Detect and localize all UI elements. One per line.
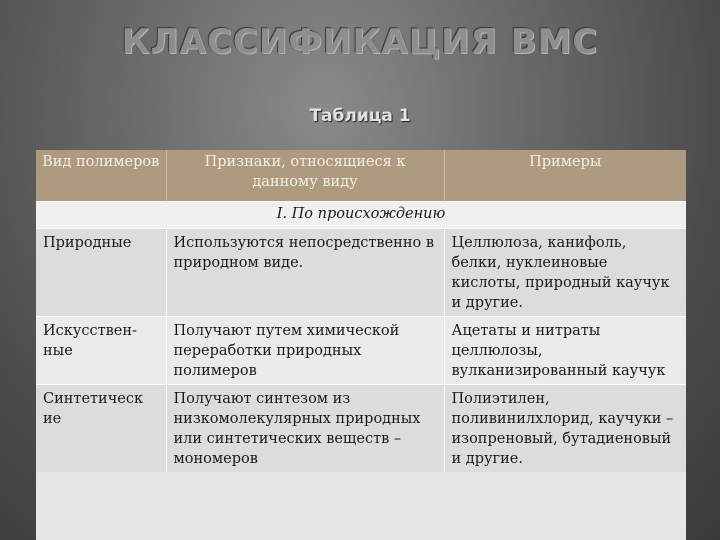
- header-examples: Примеры: [444, 150, 686, 202]
- cell-examples: Полиэтилен, поливинилхлорид, каучуки – изопреновый, бутадиеновый и другие.: [444, 385, 686, 473]
- table-row: [36, 229, 686, 317]
- cell-features: Получают путем химической переработки природных полимеров: [166, 317, 444, 385]
- cell-polymer-type: Синтетическ ие: [36, 385, 166, 473]
- table-row: [36, 385, 686, 473]
- cell-examples: Ацетаты и нитраты целлюлозы, вулканизированный каучук: [444, 317, 686, 385]
- cell-polymer-type: Искусственные: [36, 317, 166, 385]
- cell-polymer-type: Природные: [36, 229, 166, 317]
- cell-features: Используются непосредственно в природном виде.: [166, 229, 444, 317]
- cell-features: Получают синтезом из низкомолекулярных природных или синтетических веществ – мономеров: [166, 385, 444, 473]
- table-row: [36, 317, 686, 385]
- cell-examples: Целлюлоза, канифоль, белки, нуклеиновые кислоты, природный каучук и другие.: [444, 229, 686, 317]
- section-title: I. По происхождению: [36, 202, 686, 229]
- classification-table-container: [36, 150, 686, 540]
- slide-title: КЛАССИФИКАЦИЯ ВМС: [121, 22, 599, 62]
- classification-table: [36, 150, 686, 472]
- header-features: Признаки, относящиеся к данному виду: [166, 150, 444, 202]
- table-header-row: [36, 150, 686, 202]
- table-caption: Таблица 1: [309, 106, 411, 126]
- header-polymer-type: Вид полимеров: [36, 150, 166, 202]
- section-row: [36, 202, 686, 229]
